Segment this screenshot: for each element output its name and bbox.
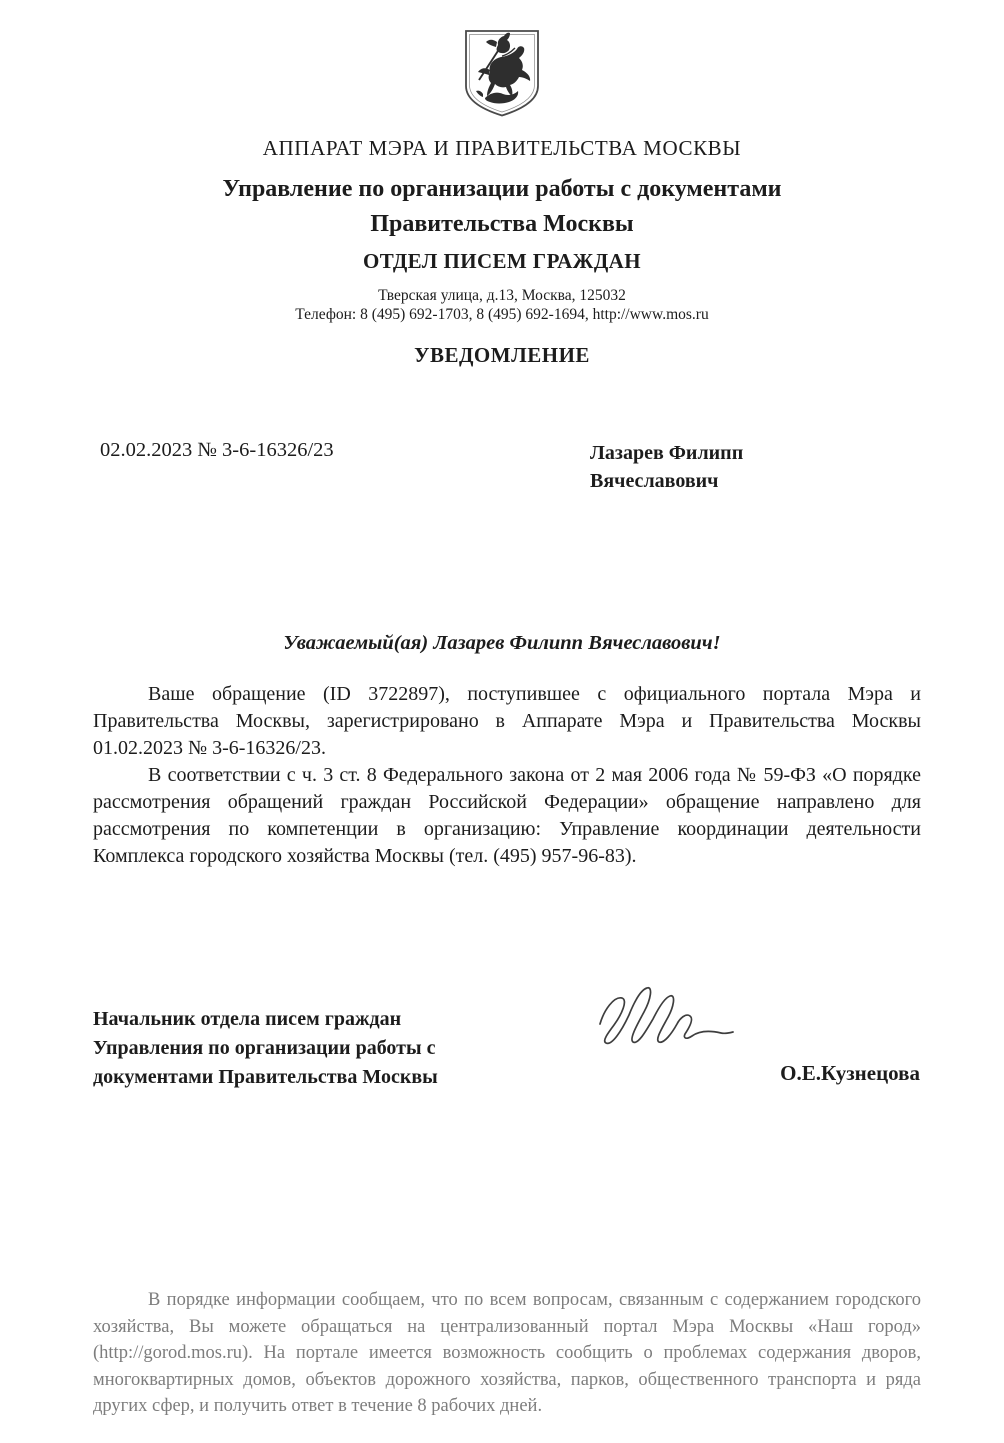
addressee-name (590, 439, 743, 495)
addressee-line1: Лазарев Филипп (590, 442, 744, 464)
signatory-name: О.Е.Кузнецова (780, 1061, 920, 1085)
footer-information-note (93, 1287, 921, 1420)
signatory-position-line1: Начальник отдела писем граждан (93, 1008, 402, 1030)
signatory-position-line3: документами Правительства Москвы (93, 1066, 438, 1088)
handwritten-signature-icon (586, 980, 738, 1062)
reference-date-number: 02.02.2023 № 3-6-16326/23 (100, 439, 334, 461)
addressee-line2: Вячеславович (590, 470, 719, 492)
footer-paragraph: В порядке информации сообщаем, что по всем вопросам, связанным с содержанием городского хозяйства, Вы можете обращаться на централизованный портал Мэра Москвы «Наш город» (http://gorod.mos.ru). На портале имеется возможность сообщить о проблемах содержания дворов, многоквартирных домов, объектов дорожного хозяйства, парков, общественного транспорта и ряда других сфер, и получить ответ в течение 8 рабочих дней. (93, 1290, 921, 1416)
body-paragraph-2: В соответствии с ч. 3 ст. 8 Федерального закона от 2 мая 2006 года № 59-ФЗ «О порядке рассмотрения обращений граждан Российской Федерации» обращение направлено для рассмотрения по компетенции в организацию: Управление координации деятельности Комплекса городского хозяйства Москвы (тел. (495) 957-96-83). (93, 764, 921, 867)
organization-name (0, 172, 1004, 242)
document-title: УВЕДОМЛЕНИЕ (414, 343, 590, 367)
department-title: ОТДЕЛ ПИСЕМ ГРАЖДАН (363, 249, 641, 273)
signatory-position-line2: Управления по организации работы с (93, 1037, 436, 1059)
letter-body (93, 681, 921, 870)
organization-name-line2: Правительства Москвы (370, 211, 634, 237)
salutation: Уважаемый(ая) Лазарев Филипп Вячеславович! (283, 632, 721, 654)
organization-top-title: АППАРАТ МЭРА И ПРАВИТЕЛЬСТВА МОСКВЫ (262, 136, 742, 160)
body-paragraph-1: Ваше обращение (ID 3722897), поступившее с официального портала Мэра и Правительства Москвы, зарегистрировано в Аппарате Мэра и Правительства Москвы 01.02.2023 № 3-6-16326/23. (93, 683, 921, 759)
signatory-position (93, 1005, 438, 1092)
phone-and-website: Телефон: 8 (495) 692-1703, 8 (495) 692-1694, http://www.mos.ru (295, 306, 709, 323)
organization-name-line1: Управление по организации работы с документами (222, 176, 782, 202)
moscow-coat-of-arms-icon (463, 28, 541, 118)
postal-address: Тверская улица, д.13, Москва, 125032 (378, 287, 626, 304)
